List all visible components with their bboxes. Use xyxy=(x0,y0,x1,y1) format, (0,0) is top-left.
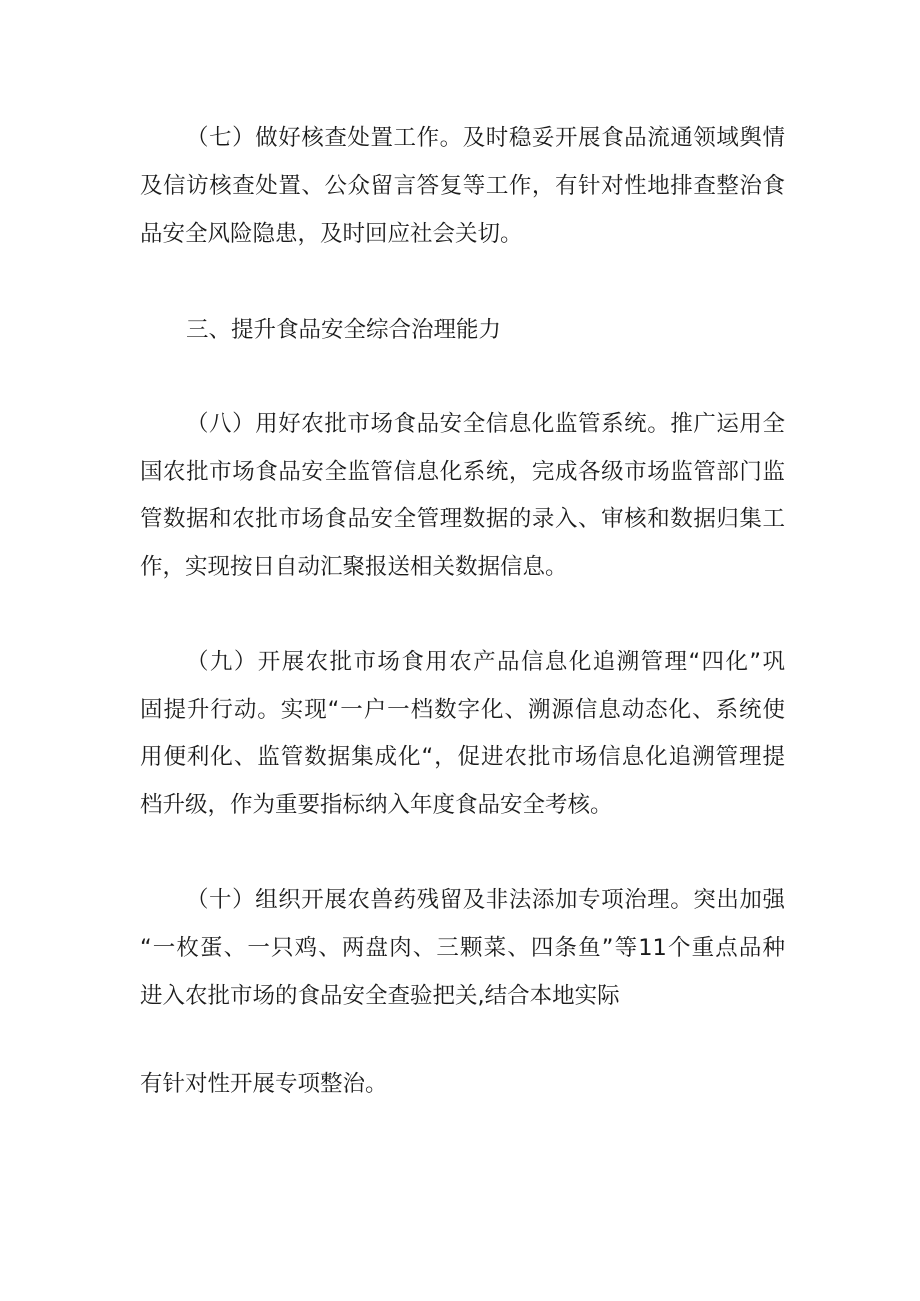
section-8-line-4: 作，实现按日自动汇聚报送相关数据信息。 xyxy=(140,554,568,580)
section-9-line-1: （九）开展农批市场食用农产品信息化追溯管理“四化”巩 xyxy=(186,649,785,675)
section-7-line-1: （七）做好核查处置工作。及时稳妥开展食品流通领域舆情 xyxy=(186,125,785,151)
section-9-line-3: 用便利化、监管数据集成化“，促进农批市场信息化追溯管理提 xyxy=(140,744,785,770)
heading-3: 三、提升食品安全综合治理能力 xyxy=(186,317,502,343)
section-7-line-3: 品安全风险隐患，及时回应社会关切。 xyxy=(140,221,523,247)
section-9-line-4: 档升级，作为重要指标纳入年度食品安全考核。 xyxy=(140,792,613,818)
section-8-line-3: 管数据和农批市场食品安全管理数据的录入、审核和数据归集工 xyxy=(140,506,785,532)
section-10-line-4: 有针对性开展专项整治。 xyxy=(140,1071,388,1097)
section-8-line-1: （八）用好农批市场食品安全信息化监管系统。推广运用全 xyxy=(186,411,785,437)
section-7-line-2: 及信访核查处置、公众留言答复等工作，有针对性地排查整治食 xyxy=(140,173,785,199)
section-10-line-3: 进入农批市场的食品安全查验把关,结合本地实际 xyxy=(140,983,620,1009)
section-10-line-1: （十）组织开展农兽药残留及非法添加专项治理。突出加强 xyxy=(186,887,785,913)
section-10-line-2: “一枚蛋、一只鸡、两盘肉、三颗菜、四条鱼”等11个重点品种 xyxy=(140,935,785,961)
section-8-line-2: 国农批市场食品安全监管信息化系统，完成各级市场监管部门监 xyxy=(140,459,785,485)
section-9-line-2: 固提升行动。实现“一户一档数字化、溯源信息动态化、系统使 xyxy=(140,697,785,723)
